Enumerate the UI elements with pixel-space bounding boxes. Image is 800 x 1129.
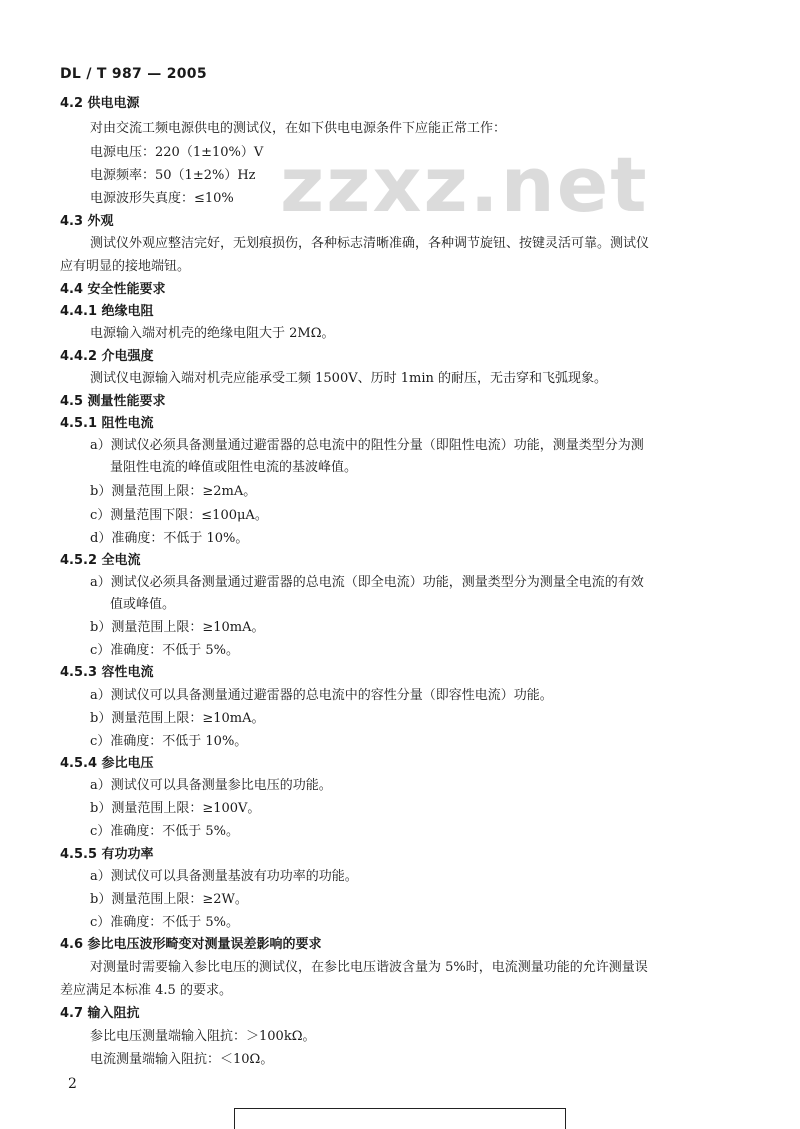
section-heading: 4.5 测量性能要求	[60, 394, 166, 409]
paragraph: 参比电压测量端输入阻抗：＞100kΩ。	[90, 1029, 316, 1044]
page-number: 2	[68, 1076, 77, 1092]
subsection-heading: 4.5.3 容性电流	[60, 665, 154, 680]
section-heading: 4.6 参比电压波形畸变对测量误差影响的要求	[60, 937, 322, 952]
paragraph: 测试仪电源输入端对机壳应能承受工频 1500V、历时 1min 的耐压，无击穿和飞弧现象。	[90, 371, 607, 386]
section-heading: 4.4 安全性能要求	[60, 282, 166, 297]
paragraph: 对测量时需要输入参比电压的测试仪，在参比电压谐波含量为 5%时，电流测量功能的允许测量误	[90, 960, 648, 975]
list-item: a）测试仪可以具备测量基波有功功率的功能。	[90, 869, 358, 884]
list-item-continuation: 量阻性电流的峰值或阻性电流的基波峰值。	[110, 460, 358, 475]
list-item: a）测试仪可以具备测量参比电压的功能。	[90, 778, 332, 793]
paragraph: 差应满足本标准 4.5 的要求。	[60, 983, 232, 998]
paragraph: 应有明显的接地端钮。	[60, 259, 191, 274]
list-item-continuation: 值或峰值。	[110, 597, 176, 612]
footer-box	[234, 1108, 566, 1129]
list-item: c）准确度：不低于 5%。	[90, 643, 240, 658]
list-item: a）测试仪必须具备测量通过避雷器的总电流（即全电流）功能，测量类型分为测量全电流的有效	[90, 575, 644, 590]
section-heading: 4.2 供电电源	[60, 96, 140, 111]
paragraph: 电源波形失真度：≤10%	[90, 191, 234, 206]
list-item: c）测量范围下限：≤100μA。	[90, 508, 268, 523]
subsection-heading: 4.5.2 全电流	[60, 553, 141, 568]
section-heading: 4.3 外观	[60, 214, 114, 229]
list-item: b）测量范围上限：≥2W。	[90, 892, 248, 907]
list-item: c）准确度：不低于 5%。	[90, 915, 240, 930]
list-item: c）准确度：不低于 5%。	[90, 824, 240, 839]
list-item: b）测量范围上限：≥10mA。	[90, 620, 265, 635]
list-item: b）测量范围上限：≥100V。	[90, 801, 261, 816]
subsection-heading: 4.4.2 介电强度	[60, 349, 154, 364]
list-item: b）测量范围上限：≥2mA。	[90, 484, 257, 499]
subsection-heading: 4.5.5 有功功率	[60, 847, 154, 862]
paragraph: 电流测量端输入阻抗：＜10Ω。	[90, 1052, 274, 1067]
section-heading: 4.7 输入阻抗	[60, 1006, 140, 1021]
watermark: zzxz.net	[280, 140, 649, 229]
paragraph: 电源电压：220（1±10%）V	[90, 145, 264, 160]
subsection-heading: 4.4.1 绝缘电阻	[60, 304, 154, 319]
list-item: d）准确度：不低于 10%。	[90, 531, 249, 546]
paragraph: 电源输入端对机壳的绝缘电阻大于 2MΩ。	[90, 326, 335, 341]
list-item: a）测试仪可以具备测量通过避雷器的总电流中的容性分量（即容性电流）功能。	[90, 688, 553, 703]
standard-header: DL / T 987 — 2005	[60, 66, 207, 82]
paragraph: 测试仪外观应整洁完好，无划痕损伤，各种标志清晰准确，各种调节旋钮、按键灵活可靠。测试仪	[90, 236, 650, 251]
paragraph: 电源频率：50（1±2%）Hz	[90, 168, 256, 183]
subsection-heading: 4.5.4 参比电压	[60, 756, 154, 771]
list-item: c）准确度：不低于 10%。	[90, 734, 248, 749]
subsection-heading: 4.5.1 阻性电流	[60, 416, 154, 431]
list-item: a）测试仪必须具备测量通过避雷器的总电流中的阻性分量（即阻性电流）功能，测量类型分为测	[90, 438, 644, 453]
list-item: b）测量范围上限：≥10mA。	[90, 711, 265, 726]
paragraph: 对由交流工频电源供电的测试仪，在如下供电电源条件下应能正常工作：	[90, 121, 507, 136]
